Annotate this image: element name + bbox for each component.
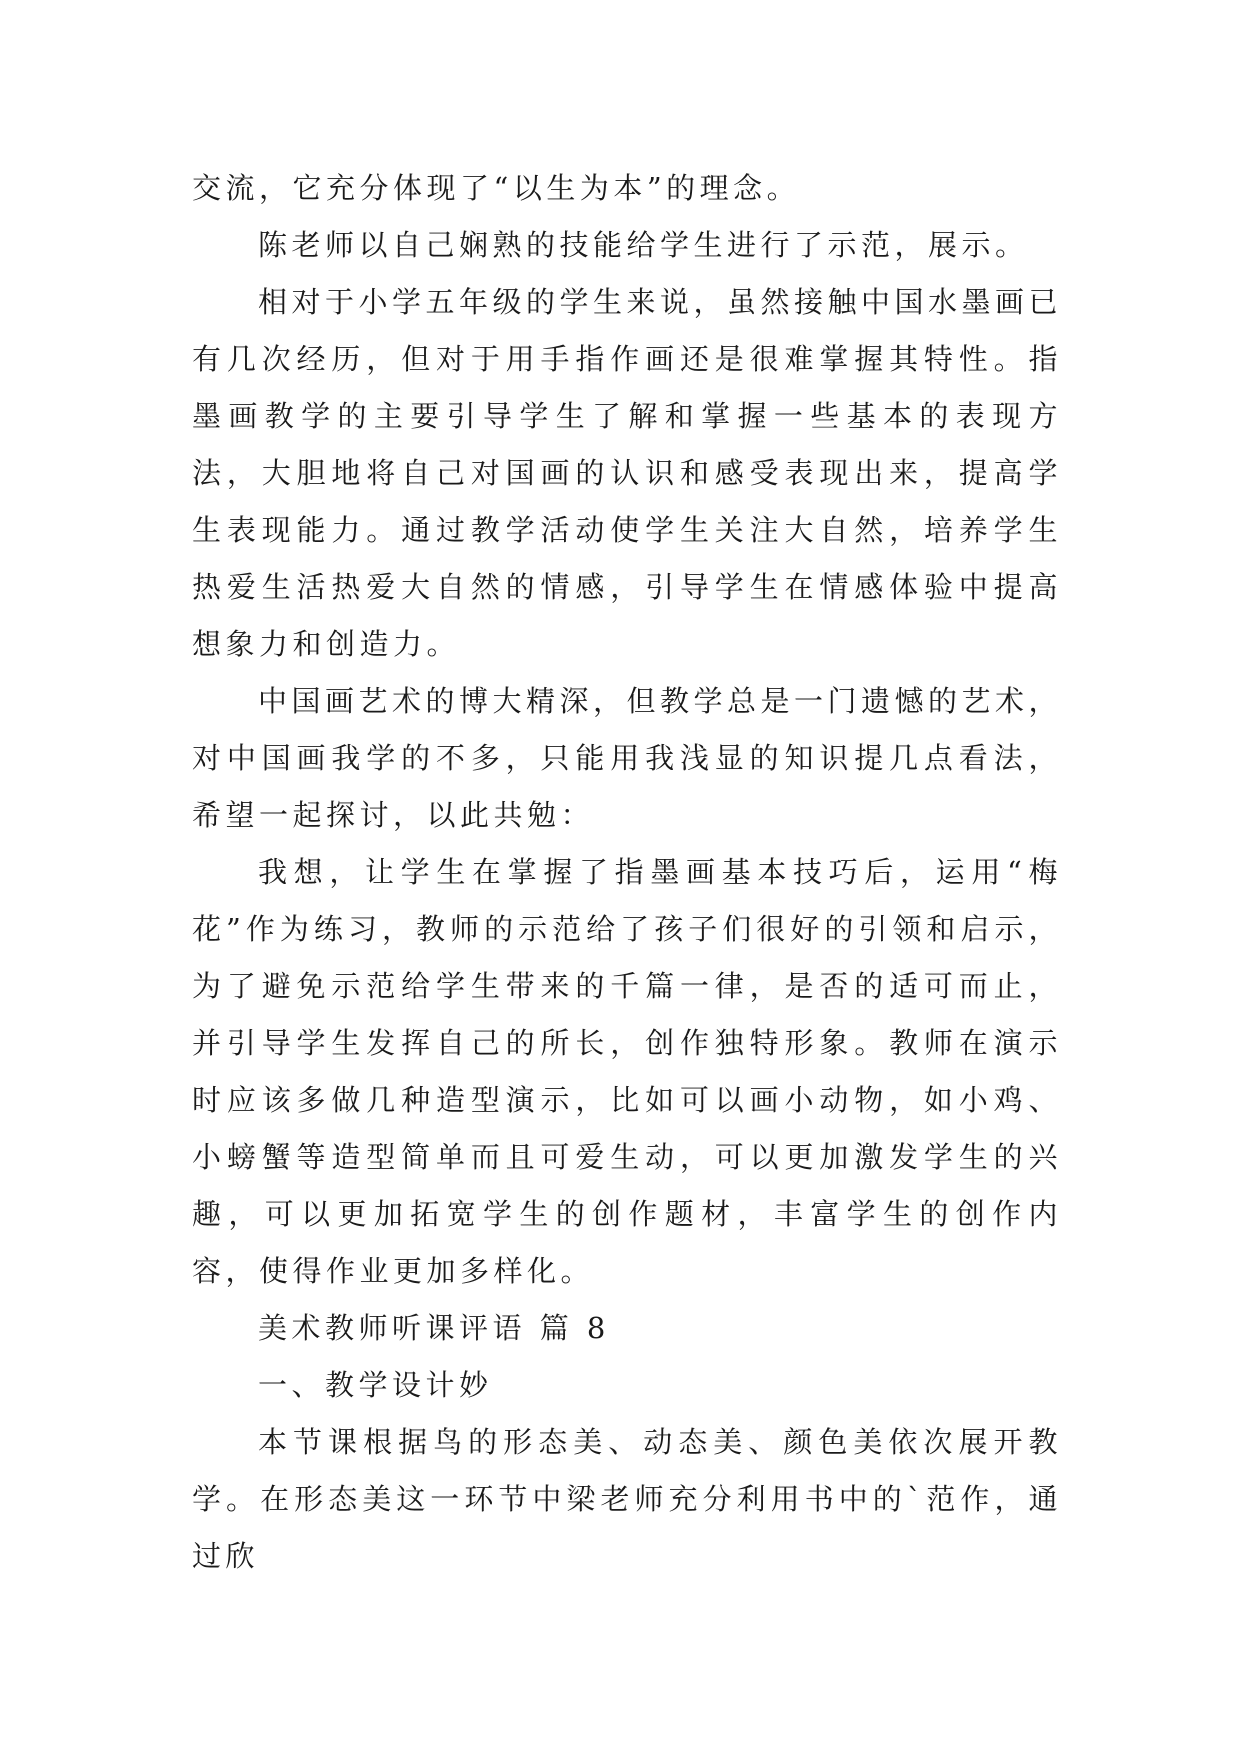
paragraph-6: 本节课根据鸟的形态美、动态美、颜色美依次展开教学。在形态美这一环节中梁老师充分利用书中的`范作，通过欣 — [192, 1425, 1062, 1573]
paragraph-2: 陈老师以自己娴熟的技能给学生进行了示范，展示。 — [258, 228, 1029, 262]
document-body — [192, 160, 1062, 1585]
subsection-heading: 一、教学设计妙 — [258, 1368, 493, 1402]
paragraph-4: 中国画艺术的博大精深，但教学总是一门遗憾的艺术，对中国画我学的不多，只能用我浅显的知识提几点看法，希望一起探讨，以此共勉： — [192, 684, 1063, 832]
section-heading: 美术教师听课评语 篇 8 — [258, 1311, 610, 1345]
paragraph-1: 交流，它充分体现了“以生为本”的理念。 — [192, 171, 801, 205]
paragraph-3: 相对于小学五年级的学生来说，虽然接触中国水墨画已有几次经历，但对于用手指作画还是很难掌握其特性。指墨画教学的主要引导学生了解和掌握一些基本的表现方法，大胆地将自己对国画的认识和感受表现出来，提高学生表现能力。通过教学活动使学生关注大自然，培养学生热爱生活热爱大自然的情感，引导学生在情感体验中提高想象力和创造力。 — [192, 285, 1063, 661]
paragraph-5: 我想，让学生在掌握了指墨画基本技巧后，运用“梅花”作为练习，教师的示范给了孩子们很好的引领和启示，为了避免示范给学生带来的千篇一律，是否的适可而止，并引导学生发挥自己的所长，创作独特形象。教师在演示时应该多做几种造型演示，比如可以画小动物，如小鸡、小螃蟹等造型简单而且可爱生动，可以更加激发学生的兴趣，可以更加拓宽学生的创作题材，丰富学生的创作内容，使得作业更加多样化。 — [192, 855, 1062, 1288]
